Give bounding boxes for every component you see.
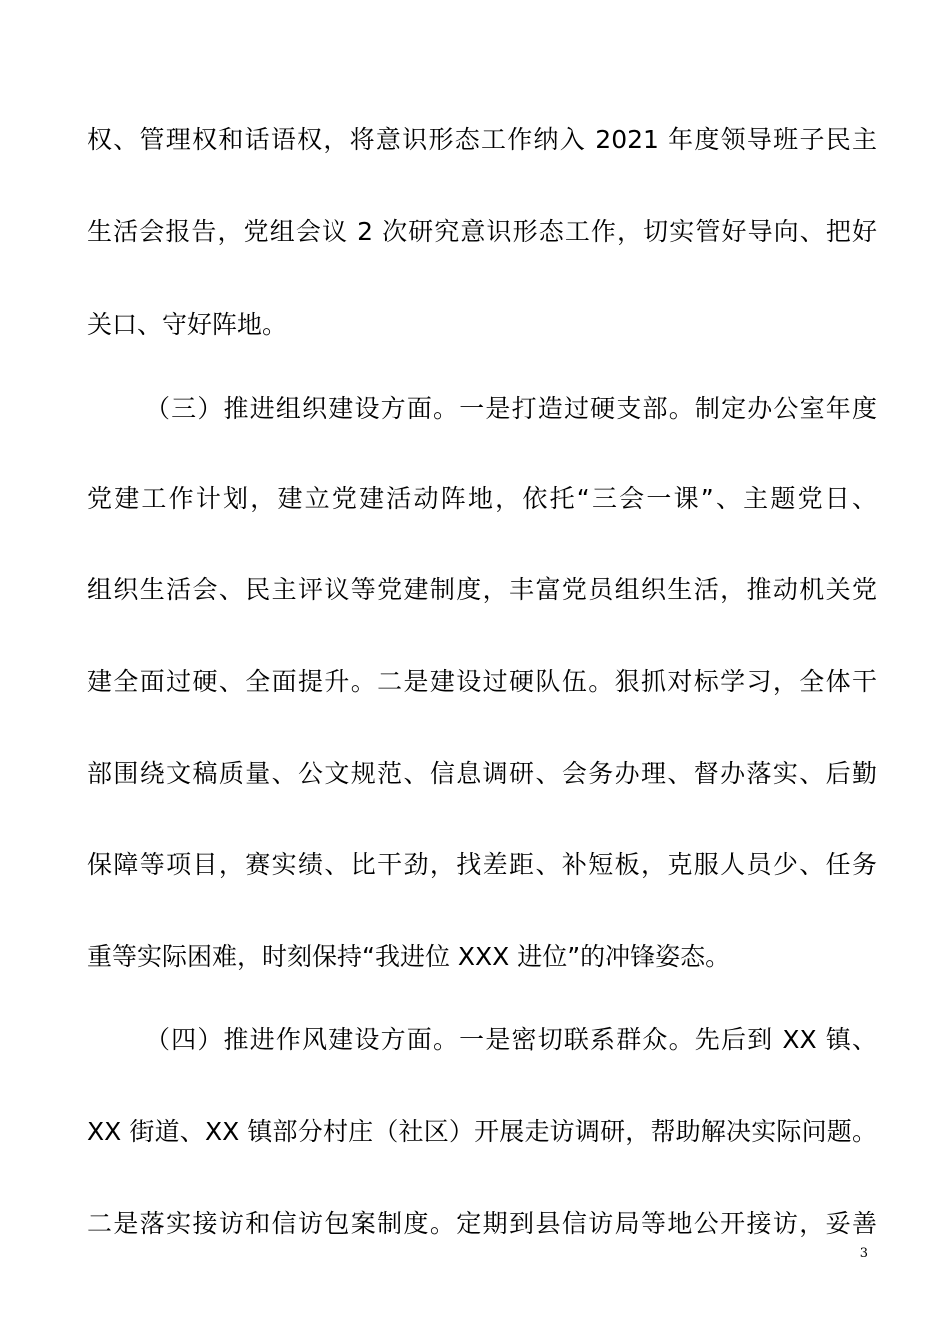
paragraph-start-3: （三）推进组织建设方面。一是打造过硬支部。制定办公室年度 bbox=[145, 394, 877, 423]
text-line-7: 建全面过硬、全面提升。二是建设过硬队伍。狠抓对标学习，全体干 bbox=[87, 667, 877, 696]
text-line-10: 重等实际困难，时刻保持“我进位 XXX 进位”的冲锋姿态。 bbox=[87, 942, 731, 971]
text-line-1: 权、管理权和话语权，将意识形态工作纳入 2021 年度领导班子民主 bbox=[87, 125, 877, 154]
text-line-5: 党建工作计划，建立党建活动阵地，依托“三会一课”、主题党日、 bbox=[87, 484, 877, 513]
text-line-8: 部围绕文稿质量、公文规范、信息调研、会务办理、督办落实、后勤 bbox=[87, 759, 877, 788]
text-line-3: 关口、守好阵地。 bbox=[87, 310, 288, 339]
text-line-12: XX 街道、XX 镇部分村庄（社区）开展走访调研，帮助解决实际问题。 bbox=[87, 1117, 877, 1146]
text-line-9: 保障等项目，赛实绩、比干劲，找差距、补短板，克服人员少、任务 bbox=[87, 850, 877, 879]
text-line-2: 生活会报告，党组会议 2 次研究意识形态工作，切实管好导向、把好 bbox=[87, 217, 877, 246]
paragraph-start-4: （四）推进作风建设方面。一是密切联系群众。先后到 XX 镇、 bbox=[145, 1025, 877, 1054]
text-line-13: 二是落实接访和信访包案制度。定期到县信访局等地公开接访，妥善 bbox=[87, 1209, 877, 1238]
page-number: 3 bbox=[859, 1246, 868, 1261]
text-line-6: 组织生活会、民主评议等党建制度，丰富党员组织生活，推动机关党 bbox=[87, 575, 877, 604]
